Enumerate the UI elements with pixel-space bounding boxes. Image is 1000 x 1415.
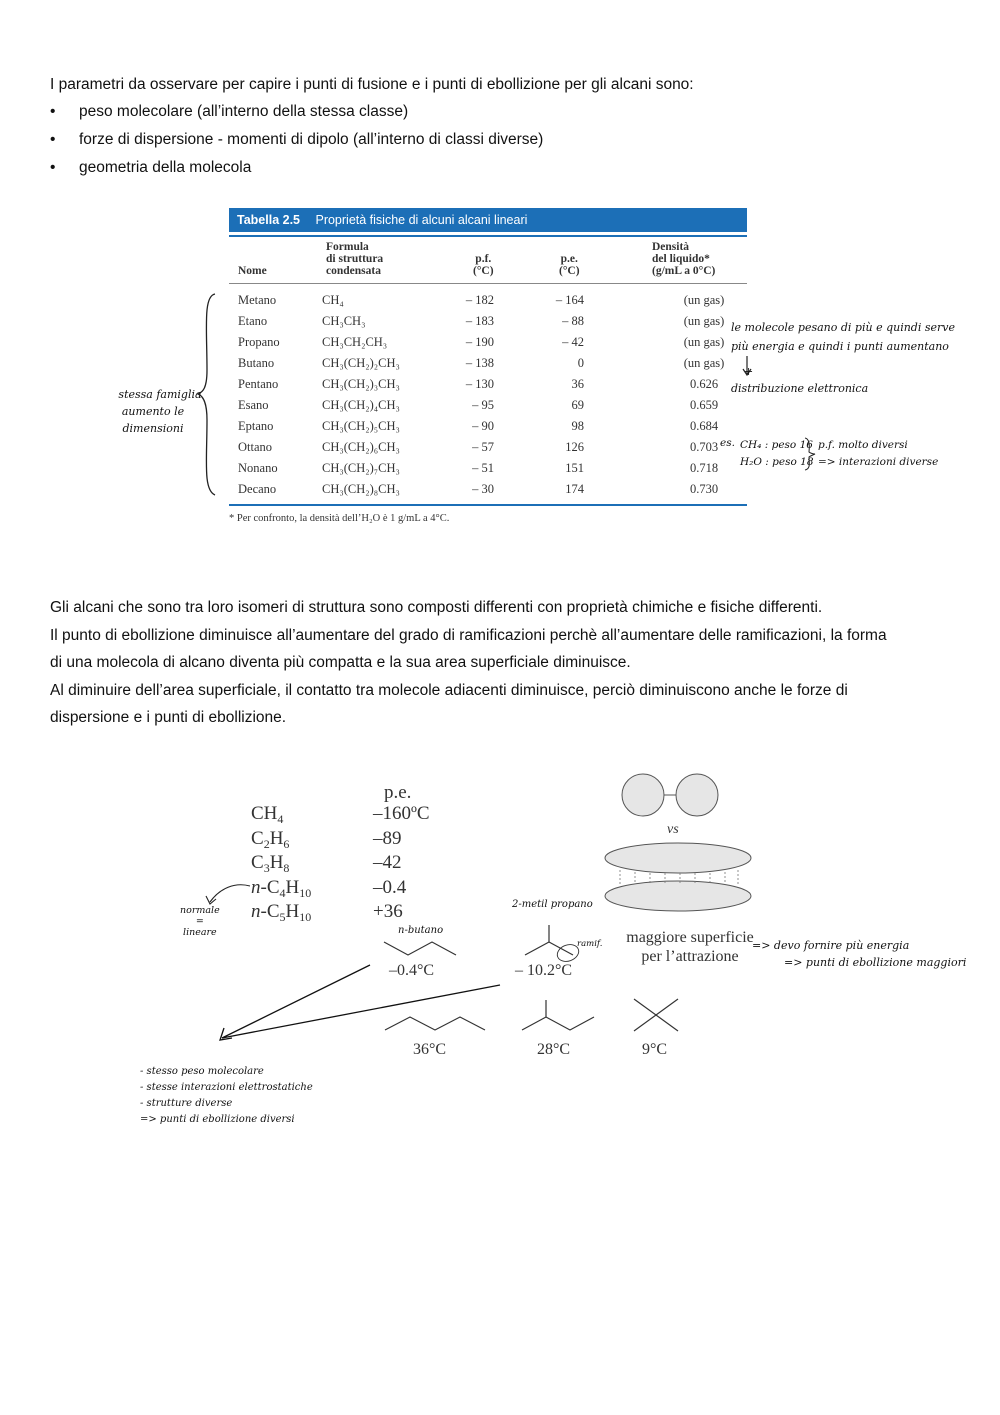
- surface-caption-line: maggiore superficie: [626, 929, 754, 946]
- handnote-example-results: [818, 437, 938, 471]
- isopentane-bp: 28°C: [537, 1041, 571, 1058]
- handnote-line: CH₄ : peso 16: [740, 439, 813, 451]
- header-pf-line: p.f.: [475, 253, 492, 265]
- handnote-line: lineare: [183, 927, 217, 938]
- cell-densita: 0.684: [689, 419, 719, 433]
- pe-value: +36: [373, 901, 403, 922]
- formula-subscript: 4: [277, 812, 284, 826]
- neopentane-skeleton: [628, 995, 688, 1035]
- cell-pf: – 190: [465, 335, 494, 349]
- table-row: [229, 461, 747, 482]
- cell-pe: – 88: [562, 314, 584, 328]
- cell-nome: Nonano: [238, 461, 278, 475]
- surface-caption-line: per l’attrazione: [641, 948, 739, 965]
- cell-pf: – 30: [472, 482, 494, 496]
- alkane-properties-table: [229, 208, 747, 528]
- arrows-to-note: [210, 960, 510, 1050]
- cell-formula: CH₃(CH₂)₄CH₃: [322, 398, 400, 412]
- brace-icon: [803, 436, 817, 472]
- formula-item: [251, 877, 311, 901]
- formula-prefix: n-: [251, 901, 267, 922]
- formula-main: H: [269, 827, 284, 849]
- table-caption: [229, 208, 747, 232]
- cell-formula: CH₃(CH₂)₈CH₃: [322, 482, 400, 496]
- handnote-weight: [731, 318, 955, 356]
- cell-pe: – 42: [562, 335, 584, 349]
- body-paragraphs: [50, 594, 970, 732]
- cell-pe: 174: [565, 482, 584, 496]
- handnote-line: stessa famiglia: [118, 388, 202, 401]
- cell-pf: – 183: [465, 314, 494, 328]
- table-title: Proprietà fisiche di alcuni alcani lineari: [315, 213, 528, 227]
- formula-main: H: [269, 852, 284, 873]
- bullet-marker: •: [50, 131, 56, 148]
- formula-subscript: 10: [299, 885, 312, 900]
- surface-comparison-graphic: [600, 770, 765, 930]
- cell-pe: 69: [571, 398, 584, 412]
- pe-value: –0.4: [373, 876, 407, 898]
- cell-formula: CH₃CH₃: [322, 314, 366, 328]
- cell-nome: Pentano: [238, 377, 279, 391]
- cell-pe: – 164: [555, 293, 584, 307]
- bullet-item: peso molecolare (all’interno della stessa classe): [79, 103, 409, 120]
- formula-prefix: n-: [251, 876, 267, 898]
- handnote-distribution: distribuzione elettronica: [731, 382, 869, 395]
- header-pf-line: (°C): [473, 265, 494, 277]
- handnote-line: più energia e quindi i punti aumentano: [731, 340, 949, 353]
- isobutane-bp: – 10.2°C: [515, 962, 573, 979]
- pe-value: –42: [373, 852, 402, 873]
- butane-bp: –0.4°C: [389, 962, 435, 979]
- handnote-line: => devo fornire più energia: [752, 939, 910, 952]
- cell-pf: – 182: [465, 293, 494, 307]
- pe-value: –89: [373, 827, 402, 849]
- cell-densita: 0.626: [689, 377, 719, 391]
- header-formula-line: di struttura: [326, 253, 384, 265]
- formula-main: CH: [251, 803, 278, 824]
- handnote-energy: [752, 937, 966, 971]
- cell-pe: 98: [571, 419, 584, 433]
- header-formula: [326, 241, 383, 277]
- header-densita-line: Densità: [652, 241, 690, 253]
- cell-formula: CH₃(CH₂)₃CH₃: [322, 377, 400, 391]
- formula-main: C: [266, 876, 280, 898]
- cell-pf: – 57: [472, 440, 494, 454]
- handnote-line: - strutture diverse: [140, 1098, 233, 1109]
- table-bottom-rule: [229, 504, 747, 506]
- cell-densita: 0.659: [689, 398, 719, 412]
- table-row: [229, 482, 747, 503]
- handnote-line: => punti di ebollizione diversi: [140, 1114, 295, 1125]
- neopentane-bp: 9°C: [642, 1041, 668, 1058]
- handnote-line: aumento le dimensioni: [121, 405, 185, 435]
- cell-densita: (un gas): [683, 293, 725, 307]
- cell-pf: – 130: [465, 377, 494, 391]
- handnote-line: - stesse interazioni elettrostatiche: [140, 1082, 313, 1093]
- handnote-n-butano: n-butano: [398, 925, 444, 936]
- bullet-list: [0, 98, 1000, 188]
- header-densita-line: (g/mL a 0°C): [652, 265, 716, 277]
- bullet-item: geometria della molecola: [79, 159, 252, 176]
- bullet-marker: •: [50, 159, 56, 176]
- header-formula-line: condensata: [326, 265, 381, 277]
- header-densita: [652, 241, 715, 277]
- handnote-line: => punti di ebollizione maggiori: [784, 956, 967, 969]
- paragraph-line: Il punto di ebollizione diminuisce all’aumentare del grado di ramificazioni perchè all’aumentare delle ramificazioni, la forma: [50, 626, 887, 644]
- handnote-metilpropano: 2-metil propano: [512, 899, 593, 910]
- header-pe-line: p.e.: [560, 253, 578, 265]
- cell-pe: 126: [565, 440, 584, 454]
- cell-nome: Etano: [238, 314, 268, 328]
- formula-subscript: 6: [283, 836, 290, 851]
- table-header-rule: [229, 283, 747, 284]
- handnote-line: le molecole pesano di più e quindi serve: [731, 321, 955, 334]
- formula-main: H: [285, 901, 300, 922]
- arrow-left-icon: [200, 878, 255, 910]
- formula-main: C: [251, 827, 264, 849]
- table-row: [229, 335, 747, 356]
- handnote-line: - stesso peso molecolare: [140, 1066, 264, 1077]
- handnote-line: H₂O : peso 18: [740, 456, 814, 468]
- bullet-item: forze di dispersione - momenti di dipolo (all’interno di classi diverse): [79, 131, 544, 148]
- header-pe-line: (°C): [559, 265, 580, 277]
- bullet-marker: •: [50, 103, 56, 120]
- formula-subscript: 5: [279, 910, 286, 924]
- table-row: [229, 293, 747, 314]
- header-formula-line: Formula: [326, 241, 369, 253]
- cell-pe: 151: [565, 461, 584, 475]
- table-row: [229, 419, 747, 440]
- cell-nome: Propano: [238, 335, 280, 349]
- cell-formula: CH₃(CH₂)₆CH₃: [322, 440, 400, 454]
- formula-item: [251, 901, 311, 925]
- isobutane-skeleton: [525, 925, 581, 964]
- table-row: [229, 377, 747, 398]
- header-densita-line: del liquido*: [652, 253, 710, 265]
- formula-subscript: 10: [299, 910, 312, 924]
- table-row: [229, 356, 747, 377]
- cell-pf: – 138: [465, 356, 494, 370]
- cell-nome: Ottano: [238, 440, 273, 454]
- header-nome: Nome: [238, 265, 267, 277]
- handnote-line: p.f. molto diversi: [818, 439, 908, 451]
- cell-nome: Esano: [238, 398, 269, 412]
- formula-item: [251, 803, 283, 827]
- formula-subscript: 2: [263, 836, 270, 851]
- cell-pe: 0: [577, 356, 584, 370]
- cell-formula: CH₃(CH₂)₅CH₃: [322, 419, 400, 433]
- formula-item: [251, 852, 289, 876]
- isopentane-skeleton: [522, 1000, 594, 1030]
- cell-formula: CH₄: [322, 293, 344, 307]
- paragraph-line: Al diminuire dell’area superficiale, il contatto tra molecole adiacenti diminuisce, perciò diminuiscono anche le forze di: [50, 681, 848, 699]
- handnote-plus: +: [744, 365, 754, 378]
- handnote-line: =: [195, 916, 204, 927]
- cell-densita: 0.730: [689, 482, 719, 496]
- formula-main: C: [266, 901, 280, 922]
- cell-nome: Decano: [238, 482, 277, 496]
- cell-densita: 0.718: [689, 461, 719, 475]
- cell-pf: – 90: [472, 419, 494, 433]
- paragraph-line: Gli alcani che sono tra loro isomeri di struttura sono composti differenti con proprietà chimiche e fisiche differenti.: [50, 599, 823, 616]
- paragraph-line: dispersione e i punti di ebollizione.: [50, 709, 287, 726]
- formula-main: H: [285, 876, 300, 898]
- paragraph-line: di una molecola di alcano diventa più compatta e la sua area superficiale diminuisce.: [50, 654, 631, 671]
- table-row: [229, 314, 747, 335]
- pe-header: p.e.: [384, 782, 412, 803]
- cell-nome: Butano: [238, 356, 275, 370]
- handnote-line: normale: [180, 905, 220, 916]
- table-footnote: * Per confronto, la densità dell’H₂O è 1 g/mL a 4°C.: [229, 513, 450, 524]
- intro-text: I parametri da osservare per capire i punti di fusione e i punti di ebollizione per gli alcani sono:: [50, 76, 694, 93]
- cell-densita: (un gas): [683, 335, 725, 349]
- pe-value: –160ºC: [373, 803, 430, 824]
- cell-formula: CH₃(CH₂)₇CH₃: [322, 461, 400, 475]
- handnote-family: [110, 386, 210, 437]
- surface-caption: [610, 928, 770, 966]
- formula-subscript: 8: [283, 861, 290, 875]
- table-row: [229, 398, 747, 419]
- formula-item: [251, 828, 289, 852]
- vs-label: vs: [667, 822, 679, 837]
- n-butane-skeleton: [384, 942, 456, 955]
- cell-densita: (un gas): [683, 314, 725, 328]
- cell-formula: CH₃(CH₂)₂CH₃: [322, 356, 400, 370]
- cell-pf: – 51: [472, 461, 494, 475]
- cell-nome: Metano: [238, 293, 277, 307]
- formula-main: C: [251, 852, 264, 873]
- cell-densita: 0.703: [689, 440, 719, 454]
- formula-subscript: 4: [279, 885, 286, 900]
- cell-formula: CH₃CH₂CH₃: [322, 335, 388, 349]
- pentane-bp: 36°C: [413, 1041, 447, 1058]
- table-number: Tabella 2.5: [237, 213, 300, 227]
- handnote-ramif: ramif.: [577, 939, 603, 949]
- header-pf: [473, 253, 494, 277]
- handnote-line: => interazioni diverse: [818, 456, 939, 468]
- header-pe: [559, 253, 580, 277]
- cell-densita: (un gas): [683, 356, 725, 370]
- cell-nome: Eptano: [238, 419, 274, 433]
- handnote-es: es.: [720, 437, 735, 449]
- cell-pf: – 95: [472, 398, 494, 412]
- cell-pe: 36: [571, 377, 584, 391]
- table-row: [229, 440, 747, 461]
- formula-subscript: 3: [263, 861, 270, 875]
- handnote-bottom: [140, 1064, 313, 1128]
- table-top-rule: [229, 235, 747, 237]
